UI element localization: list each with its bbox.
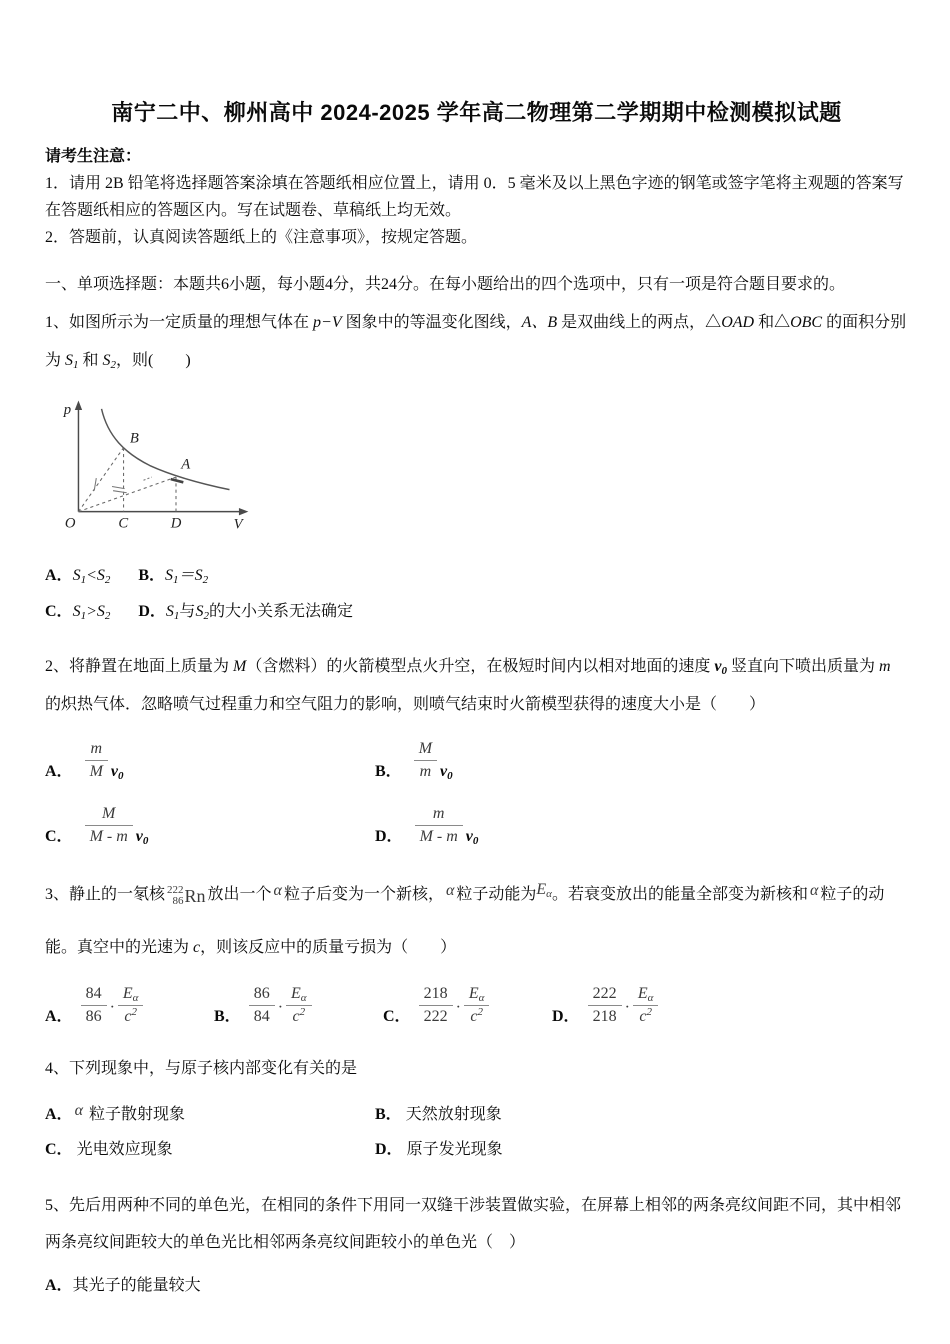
stem-text: 放出一个 [207, 886, 272, 903]
fraction-E-c2: $\frac{E_\alpha}{c^2}$ [464, 985, 490, 1026]
q4-option-C: C． 光电效应现象 [45, 1141, 173, 1158]
math-var-s2: $S_2$ [102, 352, 117, 371]
multiplication-dot: · [277, 998, 284, 1016]
math-var-m: m [878, 658, 891, 675]
point-label-A: A [181, 456, 191, 473]
math-var-v0: $v_0$ [714, 658, 727, 677]
stem-text: 粒子的动能。真空中的光速为 [45, 886, 885, 956]
math-var-v0: $v_0$ [440, 763, 453, 782]
multiplication-dot: · [455, 998, 461, 1016]
math-var-M: M [233, 658, 247, 675]
q2-option-A: A． $\frac{m}{M}$ $v_0$ [45, 740, 124, 782]
q4-option-B: B． 天然放射现象 [375, 1106, 502, 1123]
fraction-E-c2: $\frac{E_\alpha}{c^2}$ [118, 985, 144, 1026]
notice-item-1: 1．请用 2B 铅笔将选择题答案涂填在答题纸相应位置上，请用 0．5 毫米及以上黑色字迹的钢笔或签字笔将主观题的答案写在答题纸相应的答题区内。写在试题卷、草稿纸上均无效。 [45, 175, 904, 219]
question-1-options [45, 558, 908, 630]
math-var-ab: A、B [521, 314, 558, 331]
stem-text: 3、静止的一氡核 [45, 886, 166, 903]
stem-text: ，则( ) [116, 352, 191, 369]
fraction: $\frac{84}{86}$ [81, 985, 107, 1026]
hatch-mark [143, 477, 151, 480]
stem-text: 1、如图所示为一定质量的理想气体在 [45, 314, 314, 331]
fraction-E-c2: $\frac{E_\alpha}{c^2}$ [286, 985, 312, 1026]
stem-text: ，则该反应中的质量亏损为（ ） [200, 939, 457, 956]
stem-text: 和△ [754, 314, 791, 331]
point-label-D: D [170, 515, 182, 532]
origin-label-O: O [64, 515, 76, 532]
q4-option-A: A． α 粒子散射现象 [45, 1102, 185, 1123]
pv-diagram-figure [47, 394, 908, 542]
axis-label-p: p [63, 402, 72, 419]
stem-text: 和 [78, 352, 103, 369]
math-var-c: c [193, 939, 201, 956]
stem-text: 。若衰变放出的能量全部变为新核和 [551, 886, 808, 903]
q2-option-C: C． $\frac{M}{M - m}$ $v_0$ [45, 805, 149, 847]
point-label-B: B [129, 430, 139, 447]
stem-text: 粒子后变为一个新核， [283, 886, 444, 903]
math-var-oad: OAD [721, 314, 755, 331]
math-var-v0: $v_0$ [135, 828, 149, 847]
point-A-mark [171, 479, 184, 482]
hatch-mark [113, 491, 127, 493]
stem-text: 是双曲线上的两点，△ [557, 314, 722, 331]
fraction: $\frac{m}{M}$ [85, 740, 108, 781]
q1-option-D: D．$S_1$与$S_2$的大小关系无法确定 [138, 603, 353, 622]
alpha-symbol: α [74, 1102, 83, 1119]
notice-block [45, 143, 908, 251]
fraction: $\frac{m}{M - m}$ [415, 805, 463, 846]
stem-text: 竖直向下喷出质量为 [726, 658, 879, 675]
q3-option-D: D． $\frac{222}{218}$ · $\frac{E_\alpha}{c^2}$ [552, 985, 721, 1026]
q1-option-A: A．$S_1<S_2$ [45, 567, 111, 586]
math-var-pv: p−V [313, 314, 342, 331]
question-2-stem [45, 648, 908, 724]
math-var-obc: OBC [790, 314, 823, 331]
q3-option-A: A． $\frac{84}{86}$ · $\frac{E_\alpha}{c^2}$ [45, 985, 214, 1026]
dashed-line-OA [78, 477, 176, 512]
q1-option-B: B．$S_1=S_2$ [138, 567, 209, 586]
page-title: 南宁二中、柳州高中 2024-2025 学年高二物理第二学期期中检测模拟试题 [111, 100, 842, 125]
fraction: $\frac{222}{218}$ [588, 985, 622, 1026]
math-var-v0: $v_0$ [110, 763, 124, 782]
fraction-E-c2: $\frac{E_\alpha}{c^2}$ [633, 985, 659, 1026]
q1-options-row-2 [45, 594, 908, 630]
notice-heading: 请考生注意： [45, 148, 142, 165]
fraction: $\frac{M}{m}$ [414, 740, 437, 781]
notice-item-2: 2．答题前，认真阅读答题纸上的《注意事项》，按规定答题。 [45, 229, 478, 246]
dashed-line-OB [78, 448, 123, 512]
stem-text: 图象中的等温变化图线， [341, 314, 522, 331]
nuclide-rn-222: 222 86 Rn [167, 884, 206, 907]
point-label-C: C [118, 515, 129, 532]
stem-text: 的炽热气体．忽略喷气过程重力和空气阻力的影响，则喷气结束时火箭模型获得的速度大小是（ ） [45, 696, 766, 713]
q1-options-row-1 [45, 558, 908, 594]
axis-label-V: V [233, 516, 243, 533]
section-1-heading: 一、单项选择题：本题共6小题，每小题4分，共24分。在每小题给出的四个选项中，只有一项是符合题目要求的。 [45, 276, 846, 293]
math-var-v0: $v_0$ [465, 828, 479, 847]
question-4-options [45, 1097, 908, 1167]
alpha-symbol: α [445, 882, 455, 899]
question-3-options [45, 985, 908, 1026]
math-var-s1: $S_1$ [65, 352, 79, 371]
multiplication-dot: · [109, 998, 115, 1016]
pv-diagram [47, 394, 262, 536]
q4-option-D: D． 原子发光现象 [375, 1141, 503, 1158]
q3-option-C: C． $\frac{218}{222}$ · $\frac{E_\alpha}{c^2}$ [383, 985, 552, 1026]
alpha-symbol: α [809, 882, 819, 899]
hatch-mark [94, 478, 96, 491]
hatch-mark [112, 487, 125, 489]
fraction: $\frac{M}{M - m}$ [85, 805, 133, 846]
q1-option-C: C．$S_1>S_2$ [45, 603, 111, 622]
question-5-stem: 5、先后用两种不同的单色光，在相同的条件下用同一双缝干涉装置做实验，在屏幕上相邻的两条亮纹间距不同，其中相邻两条亮纹间距较大的单色光比相邻两条亮纹间距较小的单色光（ ） [45, 1197, 902, 1251]
y-axis-arrow [75, 401, 82, 410]
x-axis-arrow [239, 508, 248, 515]
question-1-stem [45, 304, 908, 380]
q2-option-D: D． $\frac{m}{M - m}$ $v_0$ [375, 805, 479, 847]
math-var-Ealpha: $E_\alpha$ [536, 881, 552, 900]
stem-text: 2、将静置在地面上质量为 [45, 658, 234, 675]
q5-option-A: A．其光子的能量较大 [45, 1277, 201, 1294]
multiplication-dot: · [624, 998, 630, 1016]
fraction: $\frac{218}{222}$ [419, 985, 453, 1026]
fraction: $\frac{86}{84}$ [249, 985, 275, 1026]
question-2-options [45, 740, 908, 846]
question-4-stem: 4、下列现象中，与原子核内部变化有关的是 [45, 1060, 358, 1077]
stem-text: （含燃料）的火箭模型点火升空，在极短时间内以相对地面的速度 [246, 658, 715, 675]
isotherm-curve [102, 409, 230, 490]
stem-text: 的面积分别为 [45, 314, 907, 369]
stem-text: 粒子动能为 [456, 886, 537, 903]
question-3-stem [45, 872, 908, 971]
q3-option-B: B． $\frac{86}{84}$ · $\frac{E_\alpha}{c^2}$ [214, 985, 383, 1026]
q2-option-B: B． $\frac{M}{m}$ $v_0$ [375, 740, 453, 782]
alpha-symbol: α [273, 882, 282, 899]
